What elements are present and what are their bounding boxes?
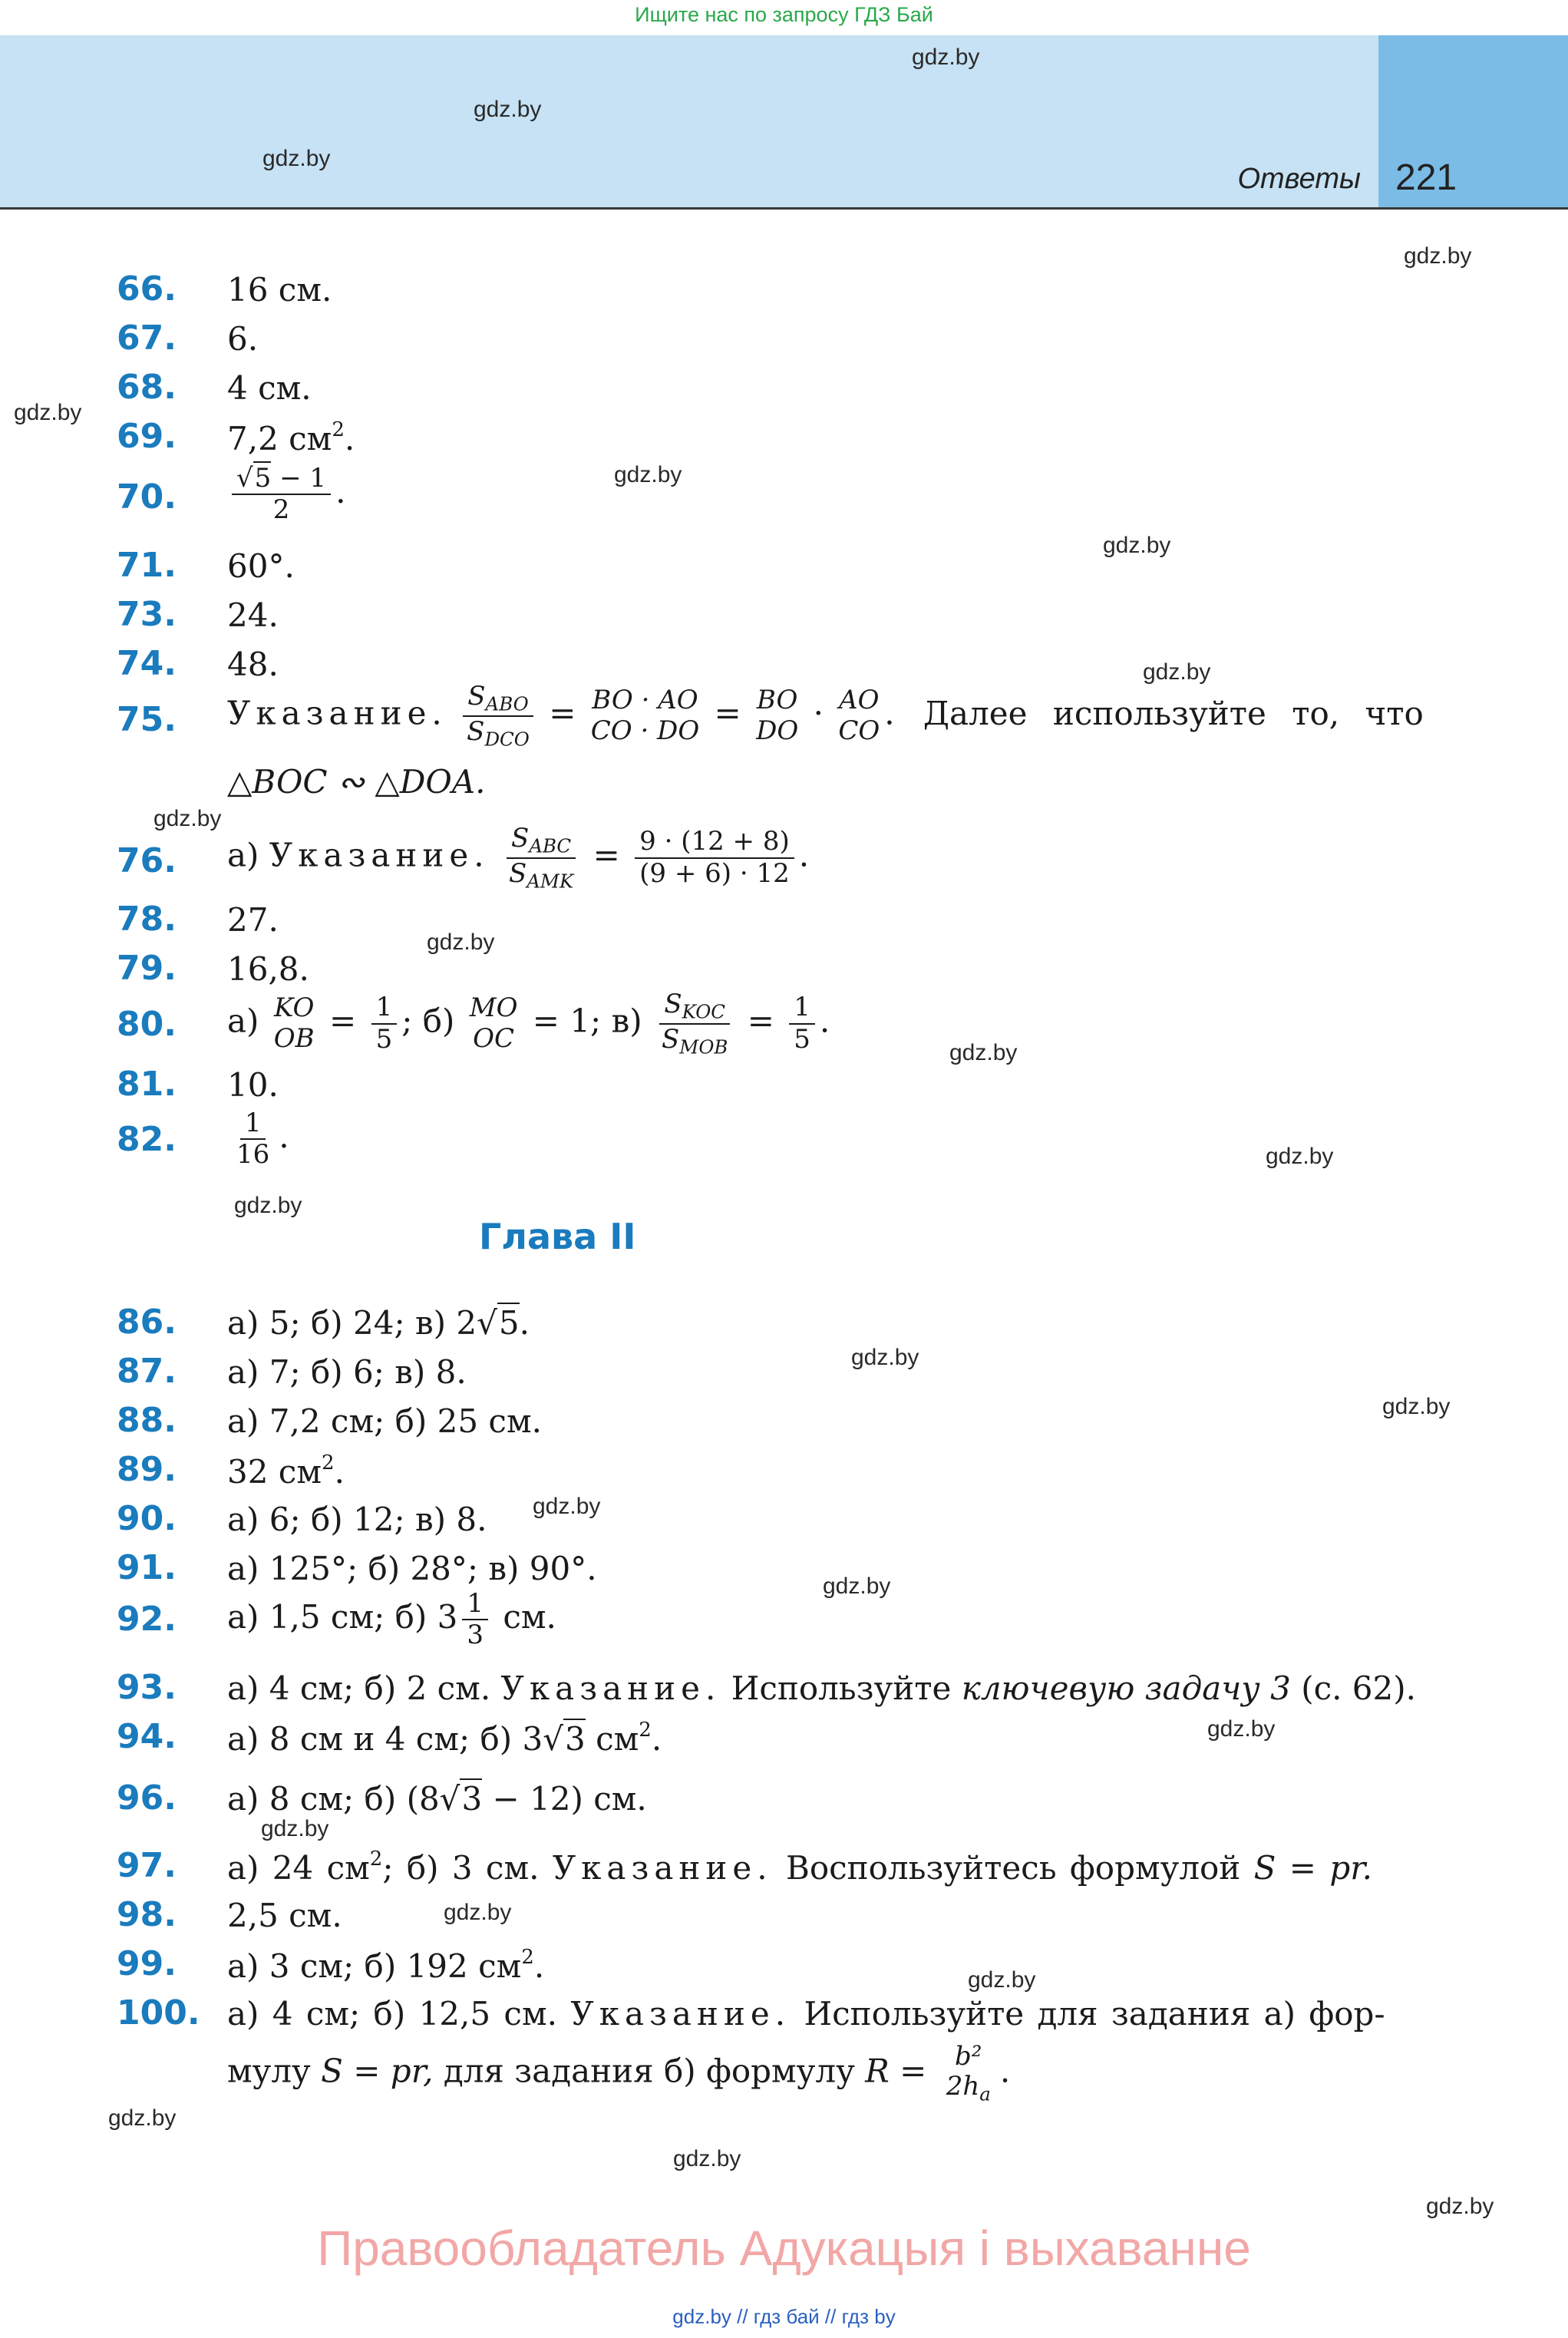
- watermark: gdz.by: [912, 45, 980, 70]
- footer-links[interactable]: gdz.by // гдз бай // гдз by: [672, 2305, 896, 2328]
- watermark: gdz.by: [1404, 243, 1472, 269]
- answer-text: а) 8 см и 4 см; б) 3√3 $см^2$.: [227, 1719, 662, 1758]
- answer-number: 89.: [117, 1450, 177, 1489]
- watermark: gdz.by: [1207, 1716, 1276, 1742]
- fraction: $\frac{1}{3}$: [462, 1589, 488, 1650]
- fraction: $\frac{1}{5}$: [371, 992, 398, 1054]
- answer-text: а) 125°; б) 28°; в) 90°.: [227, 1550, 597, 1587]
- answer-text: 32 $см^2$.: [227, 1451, 345, 1491]
- answer-number: 88.: [117, 1401, 177, 1440]
- watermark: gdz.by: [262, 146, 331, 171]
- answer-text: а) 3 см; б) 192 $см^2$.: [227, 1946, 545, 1986]
- watermark: gdz.by: [1143, 659, 1211, 685]
- answer-text: а) Указание. $\frac{S_{ABC}}{S_{AMK}}$ = $\frac{9 \cdot (12 + 8)}{(9 + 6) \cdot 12}$ .: [227, 823, 810, 892]
- fraction: BO DO: [756, 685, 799, 746]
- answer-number: 87.: [117, 1352, 177, 1391]
- answer-text: $\frac{√5 - 1}{2}$ .: [227, 464, 345, 525]
- answer-number: 69.: [117, 417, 177, 456]
- answer-number: 94.: [117, 1717, 177, 1756]
- answer-number: 82.: [117, 1120, 177, 1159]
- watermark: gdz.by: [444, 1900, 512, 1925]
- answer-number: 74.: [117, 644, 177, 683]
- answer-number: 70.: [117, 477, 177, 517]
- answer-number: 99.: [117, 1944, 177, 1983]
- watermark: gdz.by: [427, 930, 495, 955]
- fraction: $\frac{1}{16}$: [236, 1108, 270, 1171]
- watermark: gdz.by: [968, 1967, 1036, 1993]
- answer-number: 98.: [117, 1895, 177, 1934]
- answer-text: 10.: [227, 1066, 279, 1104]
- answer-text: а) 24 $см^2$; б) 3 см. Указание. Воспользуйтесь формулой S = pr.: [227, 1848, 1373, 1887]
- watermark: gdz.by: [533, 1494, 601, 1519]
- answer-text: а) 5; б) 24; в) 2√5.: [227, 1304, 530, 1342]
- answer-text: а) 1,5 см; б) 3 $\frac{1}{3}$ см.: [227, 1588, 556, 1651]
- answer-number: 73.: [117, 595, 177, 634]
- watermark: gdz.by: [949, 1040, 1018, 1065]
- answer-number: 67.: [117, 319, 177, 358]
- watermark: gdz.by: [474, 97, 542, 122]
- answer-number: 75.: [117, 700, 177, 739]
- answer-text: мулу S = pr, для задания б) формулу R = b² $2h_a$ .: [227, 2041, 1011, 2105]
- answer-text: а) 6; б) 12; в) 8.: [227, 1501, 487, 1538]
- answer-text: а) KO OB = $\frac{1}{5}$ ; б) MO OC = 1; в) $\frac{S_{KOC}}{S_{MOB}}$ = $\frac{1}{5}$ .: [227, 989, 830, 1058]
- fraction: $\frac{9 \cdot (12 + 8)}{(9 + 6) \cdot 12}$: [635, 827, 794, 888]
- answer-text: Указание. $\frac{S_{ABO}}{S_{DCO}}$ = BO · AO CO · DO = BO DO · AO CO . Далее используйте то, что: [227, 681, 1424, 750]
- fraction: $\frac{S_{KOC}}{S_{MOB}}$: [657, 989, 732, 1058]
- watermark: gdz.by: [673, 2146, 741, 2171]
- watermark: gdz.by: [153, 806, 222, 831]
- header-band: [0, 35, 1378, 207]
- answer-number: 71.: [117, 546, 177, 585]
- fraction: b² $2h_a$: [946, 2041, 991, 2105]
- page-number: 221: [1395, 157, 1457, 198]
- answer-number: 66.: [117, 269, 177, 309]
- header-divider: [0, 207, 1568, 210]
- watermark: gdz.by: [14, 400, 82, 425]
- watermark: gdz.by: [823, 1574, 891, 1599]
- answer-number: 100.: [117, 1993, 200, 2033]
- answer-number: 90.: [117, 1499, 177, 1538]
- answer-text: а) 7,2 см; б) 25 см.: [227, 1402, 542, 1440]
- chapter-title: Глава II: [479, 1216, 636, 1257]
- copyright-notice: Правообладатель Адукацыя і выхаванне: [317, 2221, 1251, 2276]
- watermark: gdz.by: [1103, 533, 1171, 558]
- fraction: $\frac{1}{5}$: [789, 992, 815, 1054]
- answer-text: 16,8.: [227, 950, 309, 988]
- answer-text: 48.: [227, 646, 279, 683]
- section-title: Ответы: [1237, 163, 1361, 195]
- answer-text: 24.: [227, 596, 279, 634]
- answer-text: 27.: [227, 901, 279, 939]
- answer-text: 4 см.: [227, 369, 312, 407]
- answer-text: 16 см.: [227, 271, 332, 309]
- watermark: gdz.by: [1426, 2194, 1494, 2219]
- answer-number: 76.: [117, 841, 177, 880]
- answer-text: а) 7; б) 6; в) 8.: [227, 1353, 467, 1391]
- answer-number: 91.: [117, 1548, 177, 1587]
- fraction: AO CO: [838, 685, 880, 746]
- watermark: gdz.by: [1382, 1394, 1451, 1419]
- answer-number: 68.: [117, 368, 177, 407]
- answer-number: 86.: [117, 1303, 177, 1342]
- answer-number: 97.: [117, 1846, 177, 1885]
- answer-number: 80.: [117, 1005, 177, 1044]
- fraction: $\frac{S_{ABO}}{S_{DCO}}$: [462, 682, 534, 750]
- top-banner-link[interactable]: Ищите нас по запросу ГДЗ Бай: [635, 3, 933, 26]
- answer-number: 81.: [117, 1065, 177, 1104]
- watermark: gdz.by: [234, 1193, 302, 1218]
- answer-text: а) 8 см; б) (8√3 − 12) см.: [227, 1780, 647, 1818]
- answer-text: 6.: [227, 320, 259, 358]
- answer-number: 96.: [117, 1778, 177, 1818]
- fraction: $\frac{S_{ABC}}{S_{AMK}}$: [504, 824, 578, 892]
- watermark: gdz.by: [108, 2105, 177, 2131]
- answer-number: 92.: [117, 1600, 177, 1639]
- answer-number: 93.: [117, 1668, 177, 1707]
- answer-text: 7,2 $см^2$.: [227, 418, 355, 458]
- answer-text: а) 4 см; б) 2 см. Указание. Используйте ключевую задачу 3 (с. 62).: [227, 1669, 1416, 1707]
- answer-text: △BOC ∾ △DOA.: [227, 763, 486, 801]
- watermark: gdz.by: [1266, 1144, 1334, 1169]
- watermark: gdz.by: [261, 1816, 329, 1841]
- answer-text: $\frac{1}{16}$ .: [227, 1108, 289, 1170]
- answer-text: а) 4 см; б) 12,5 см. Указание. Используйте для задания а) фор-: [227, 1995, 1385, 2033]
- answer-number: 78.: [117, 900, 177, 939]
- answer-text: 60°.: [227, 547, 295, 585]
- watermark: gdz.by: [614, 462, 682, 487]
- watermark: gdz.by: [851, 1345, 919, 1370]
- fraction: KO OB: [273, 992, 315, 1054]
- fraction: MO OC: [469, 992, 518, 1054]
- fraction: BO · AO CO · DO: [590, 685, 700, 746]
- answer-number: 79.: [117, 949, 177, 988]
- answer-text: 2,5 см.: [227, 1897, 342, 1934]
- fraction: $\frac{√5 - 1}{2}$: [232, 464, 331, 525]
